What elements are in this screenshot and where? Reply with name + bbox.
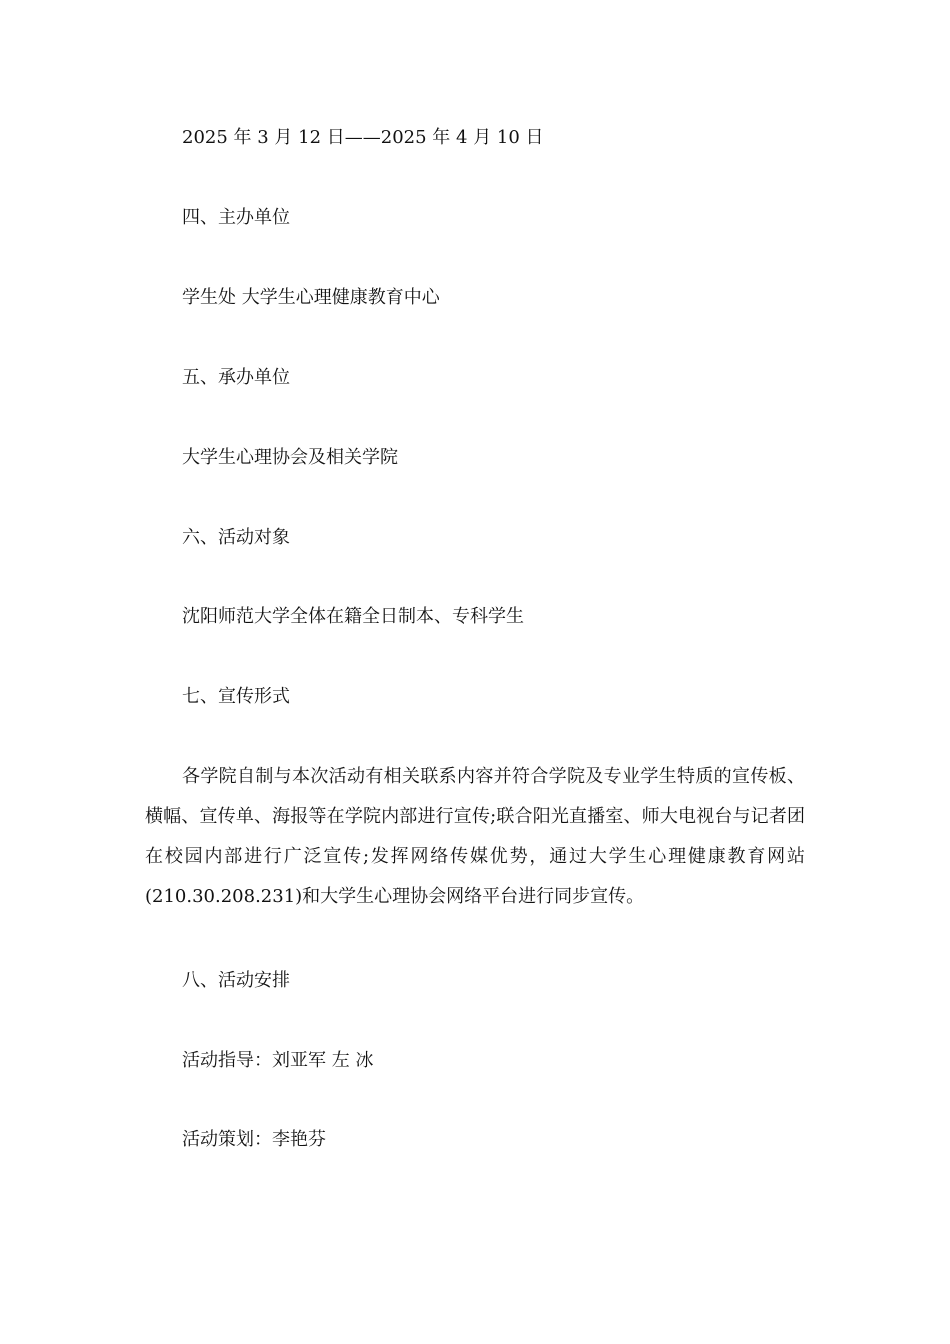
section-heading-audience: 六、活动对象 (182, 527, 290, 548)
co-organizer-text: 大学生心理协会及相关学院 (182, 447, 398, 468)
activity-planning: 活动策划：李艳芬 (182, 1129, 326, 1150)
audience-text: 沈阳师范大学全体在籍全日制本、专科学生 (182, 606, 524, 627)
section-heading-publicity: 七、宣传形式 (182, 686, 290, 707)
publicity-paragraph: 各学院自制与本次活动有相关联系内容并符合学院及专业学生特质的宣传板、横幅、宣传单、海报等在学院内部进行宣传;联合阳光直播室、师大电视台与记者团在校园内部进行广泛宣传;发挥网络传媒优势，通过大学生心理健康教育网站(210.30.208.231)和大学生心理协会网络平台进行同步宣传。 (145, 766, 805, 907)
organizer-text: 学生处 大学生心理健康教育中心 (182, 287, 440, 308)
section-heading-organizer: 四、主办单位 (182, 207, 290, 228)
activity-period: 2025 年 3 月 12 日——2025 年 4 月 10 日 (182, 127, 544, 148)
activity-guidance: 活动指导：刘亚军 左 冰 (182, 1050, 374, 1071)
section-heading-schedule: 八、活动安排 (182, 970, 290, 991)
section-heading-co-organizer: 五、承办单位 (182, 367, 290, 388)
